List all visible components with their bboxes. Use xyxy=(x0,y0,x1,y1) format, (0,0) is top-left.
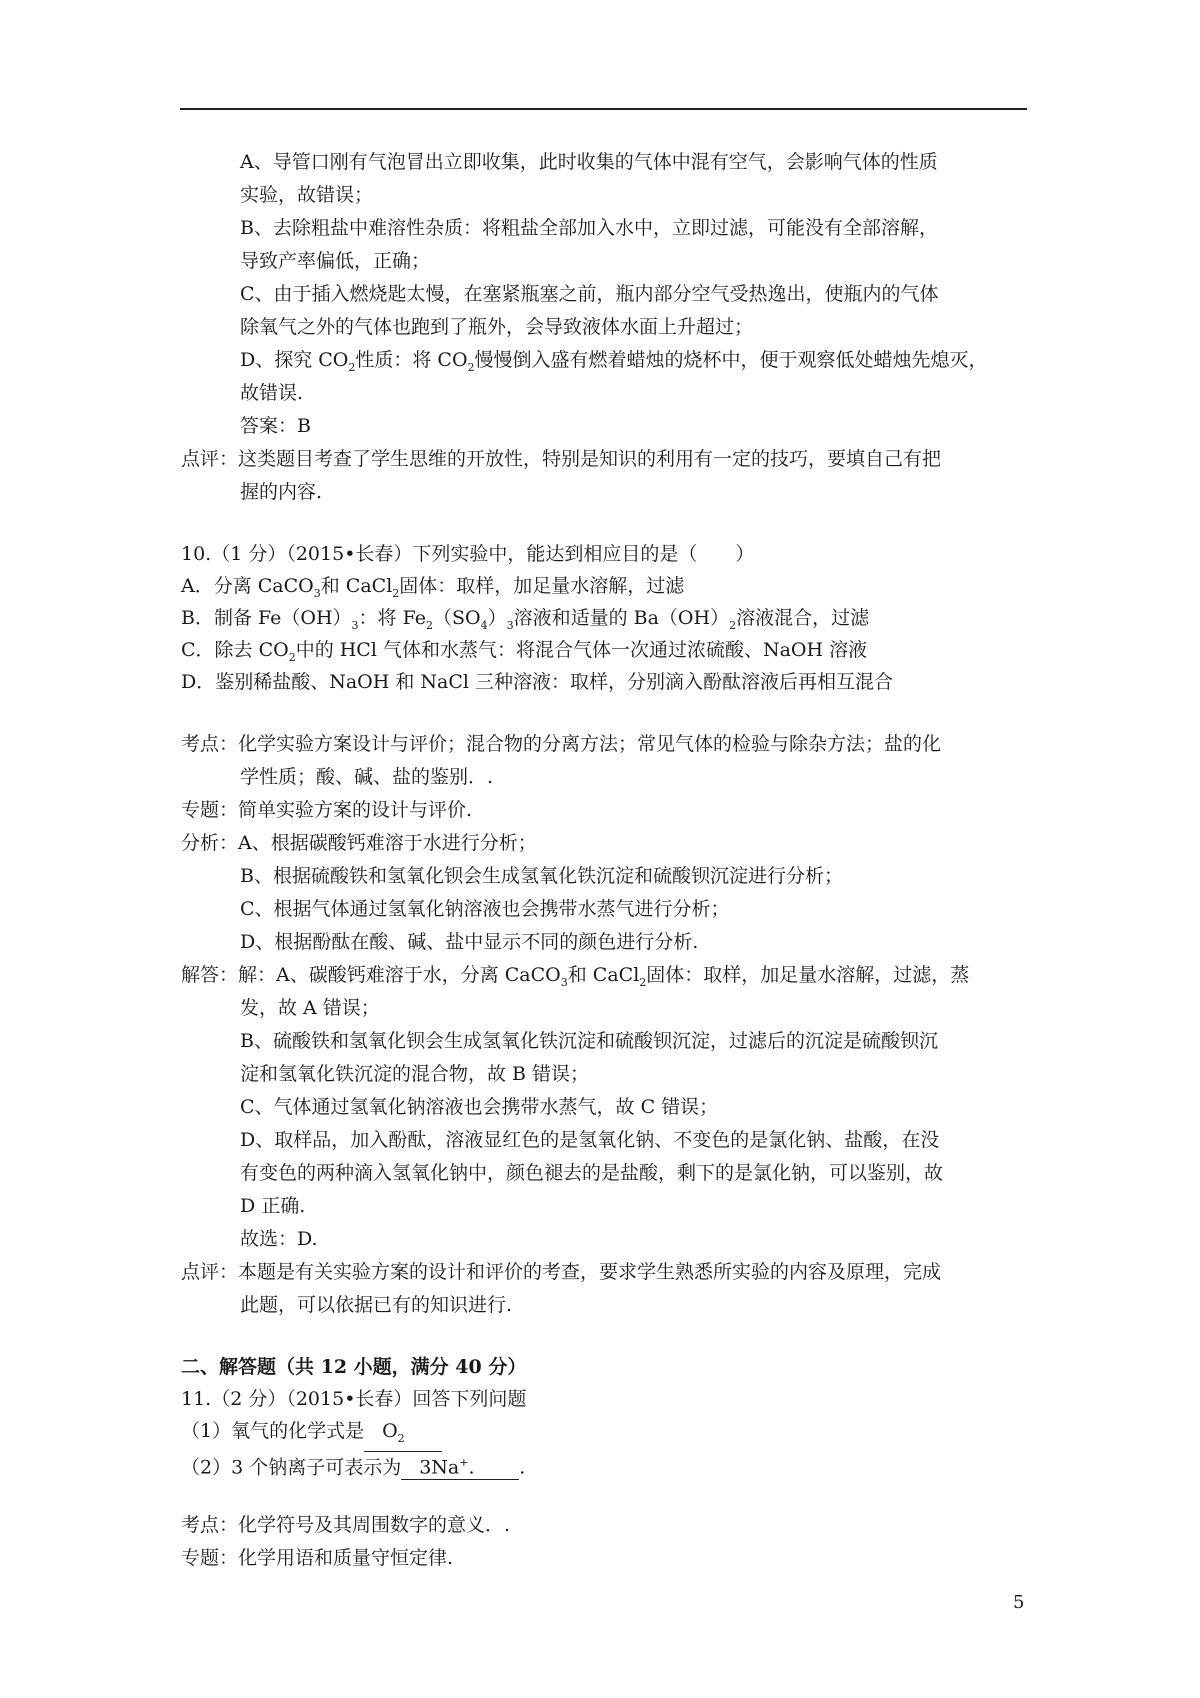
zhuanti-line: 专题：化学用语和质量守恒定律. xyxy=(181,1547,454,1569)
section-heading: 二、解答题（共 12 小题，满分 40 分） xyxy=(181,1356,527,1378)
question-11-stem: 11.（2 分）（2015•长春）回答下列问题 xyxy=(181,1388,527,1410)
text-line: 除氧气之外的气体也跑到了瓶外，会导致液体水面上升超过； xyxy=(240,316,754,338)
solution-line: 解答：解：A、碳酸钙难溶于水，分离 CaCO$_3$和 CaCl$_2$固体：取样，加足量水溶解，过滤，蒸 xyxy=(181,964,970,989)
answer-3na: 3Na xyxy=(419,1456,460,1479)
header-rule xyxy=(180,108,1027,110)
comment-line: 点评：本题是有关实验方案的设计和评价的考查，要求学生熟悉所实验的内容及原理，完成 xyxy=(181,1261,942,1283)
text-line: 实验，故错误； xyxy=(240,184,374,206)
solution-line: D、取样品，加入酚酞，溶液显红色的是氢氧化钠、不变色的是氯化钠、盐酸，在没 xyxy=(240,1129,940,1151)
comment-line: 此题，可以依据已有的知识进行. xyxy=(240,1294,513,1316)
solution-line: D 正确. xyxy=(240,1195,306,1217)
question-10-stem: 10.（1 分）（2015•长春）下列实验中，能达到相应目的是（ ） xyxy=(181,543,755,565)
text-line: 导致产率偏低，正确； xyxy=(240,250,431,272)
answer-line: 答案：B xyxy=(240,415,311,437)
option-d: D．鉴别稀盐酸、NaOH 和 NaCl 三种溶液：取样，分别滴入酚酞溶液后再相互混合 xyxy=(181,671,894,693)
solution-line: 发，故 A 错误； xyxy=(240,997,380,1019)
question-11-part-2: （2）3 个钠离子可表示为 3Na+. . xyxy=(181,1451,525,1480)
analysis-line: B、根据硫酸铁和氢氧化钡会生成氢氧化铁沉淀和硫酸钡沉淀进行分析； xyxy=(240,865,843,887)
solution-line: 有变色的两种滴入氢氧化钠中，颜色褪去的是盐酸，剩下的是氯化钠，可以鉴别，故 xyxy=(240,1162,944,1184)
analysis-line: C、根据气体通过氢氧化钠溶液也会携带水蒸气进行分析； xyxy=(240,898,730,920)
page-number: 5 xyxy=(1013,1592,1025,1613)
zhuanti-line: 专题：简单实验方案的设计与评价. xyxy=(181,799,473,821)
text-line: B、去除粗盐中难溶性杂质：将粗盐全部加入水中，立即过滤，可能没有全部溶解， xyxy=(240,217,938,239)
answer-o2: O xyxy=(382,1420,398,1442)
solution-line: C、气体通过氢氧化钠溶液也会携带水蒸气，故 C 错误； xyxy=(240,1096,719,1118)
text-line: D、探究 $CO_2$性质：将 $CO_2$慢慢倒入盛有燃着蜡烛的烧杯中，便于观察低处蜡烛先熄灭， xyxy=(240,349,988,374)
text-line: C、由于插入燃烧匙太慢，在塞紧瓶塞之前，瓶内部分空气受热逸出，使瓶内的气体 xyxy=(240,283,939,305)
option-b: B．制备 $Fe(OH)_3$：将 $Fe_2(SO_4)_3$溶液和适量的 $Ba(OH)_2$溶液混合，过滤 xyxy=(181,607,870,632)
kaodian-line: 考点：化学符号及其周围数字的意义．. xyxy=(181,1514,511,1536)
kaodian-line: 考点：化学实验方案设计与评价；混合物的分离方法；常见气体的检验与除杂方法；盐的化 xyxy=(181,733,942,755)
question-11-part-1: （1）氧气的化学式是 $O_2$ xyxy=(181,1419,442,1452)
option-c: C．除去 $CO_2$中的 HCl 气体和水蒸气：将混合气体一次通过浓硫酸、NaOH 溶液 xyxy=(181,639,868,664)
solution-line: B、硫酸铁和氢氧化钡会生成氢氧化铁沉淀和硫酸钡沉淀，过滤后的沉淀是硫酸钡沉 xyxy=(240,1030,938,1052)
comment-line: 握的内容. xyxy=(240,481,323,503)
option-a: A．分离 CaCO$_3$和 CaCl$_2$固体：取样，加足量水溶解，过滤 xyxy=(181,575,685,600)
text-line: A、导管口刚有气泡冒出立即收集，此时收集的气体中混有空气，会影响气体的性质 xyxy=(240,151,938,173)
solution-line: 故选：D. xyxy=(240,1228,318,1250)
text-line: 故错误. xyxy=(240,382,304,404)
kaodian-line: 学性质；酸、碱、盐的鉴别．. xyxy=(240,766,494,788)
analysis-line: 分析：A、根据碳酸钙难溶于水进行分析； xyxy=(181,832,537,854)
solution-line: 淀和氢氧化铁沉淀的混合物，故 B 错误； xyxy=(240,1063,590,1085)
comment-line: 点评：这类题目考查了学生思维的开放性，特别是知识的利用有一定的技巧，要填自己有把 xyxy=(181,448,942,470)
analysis-line: D、根据酚酞在酸、碱、盐中显示不同的颜色进行分析. xyxy=(240,931,699,953)
